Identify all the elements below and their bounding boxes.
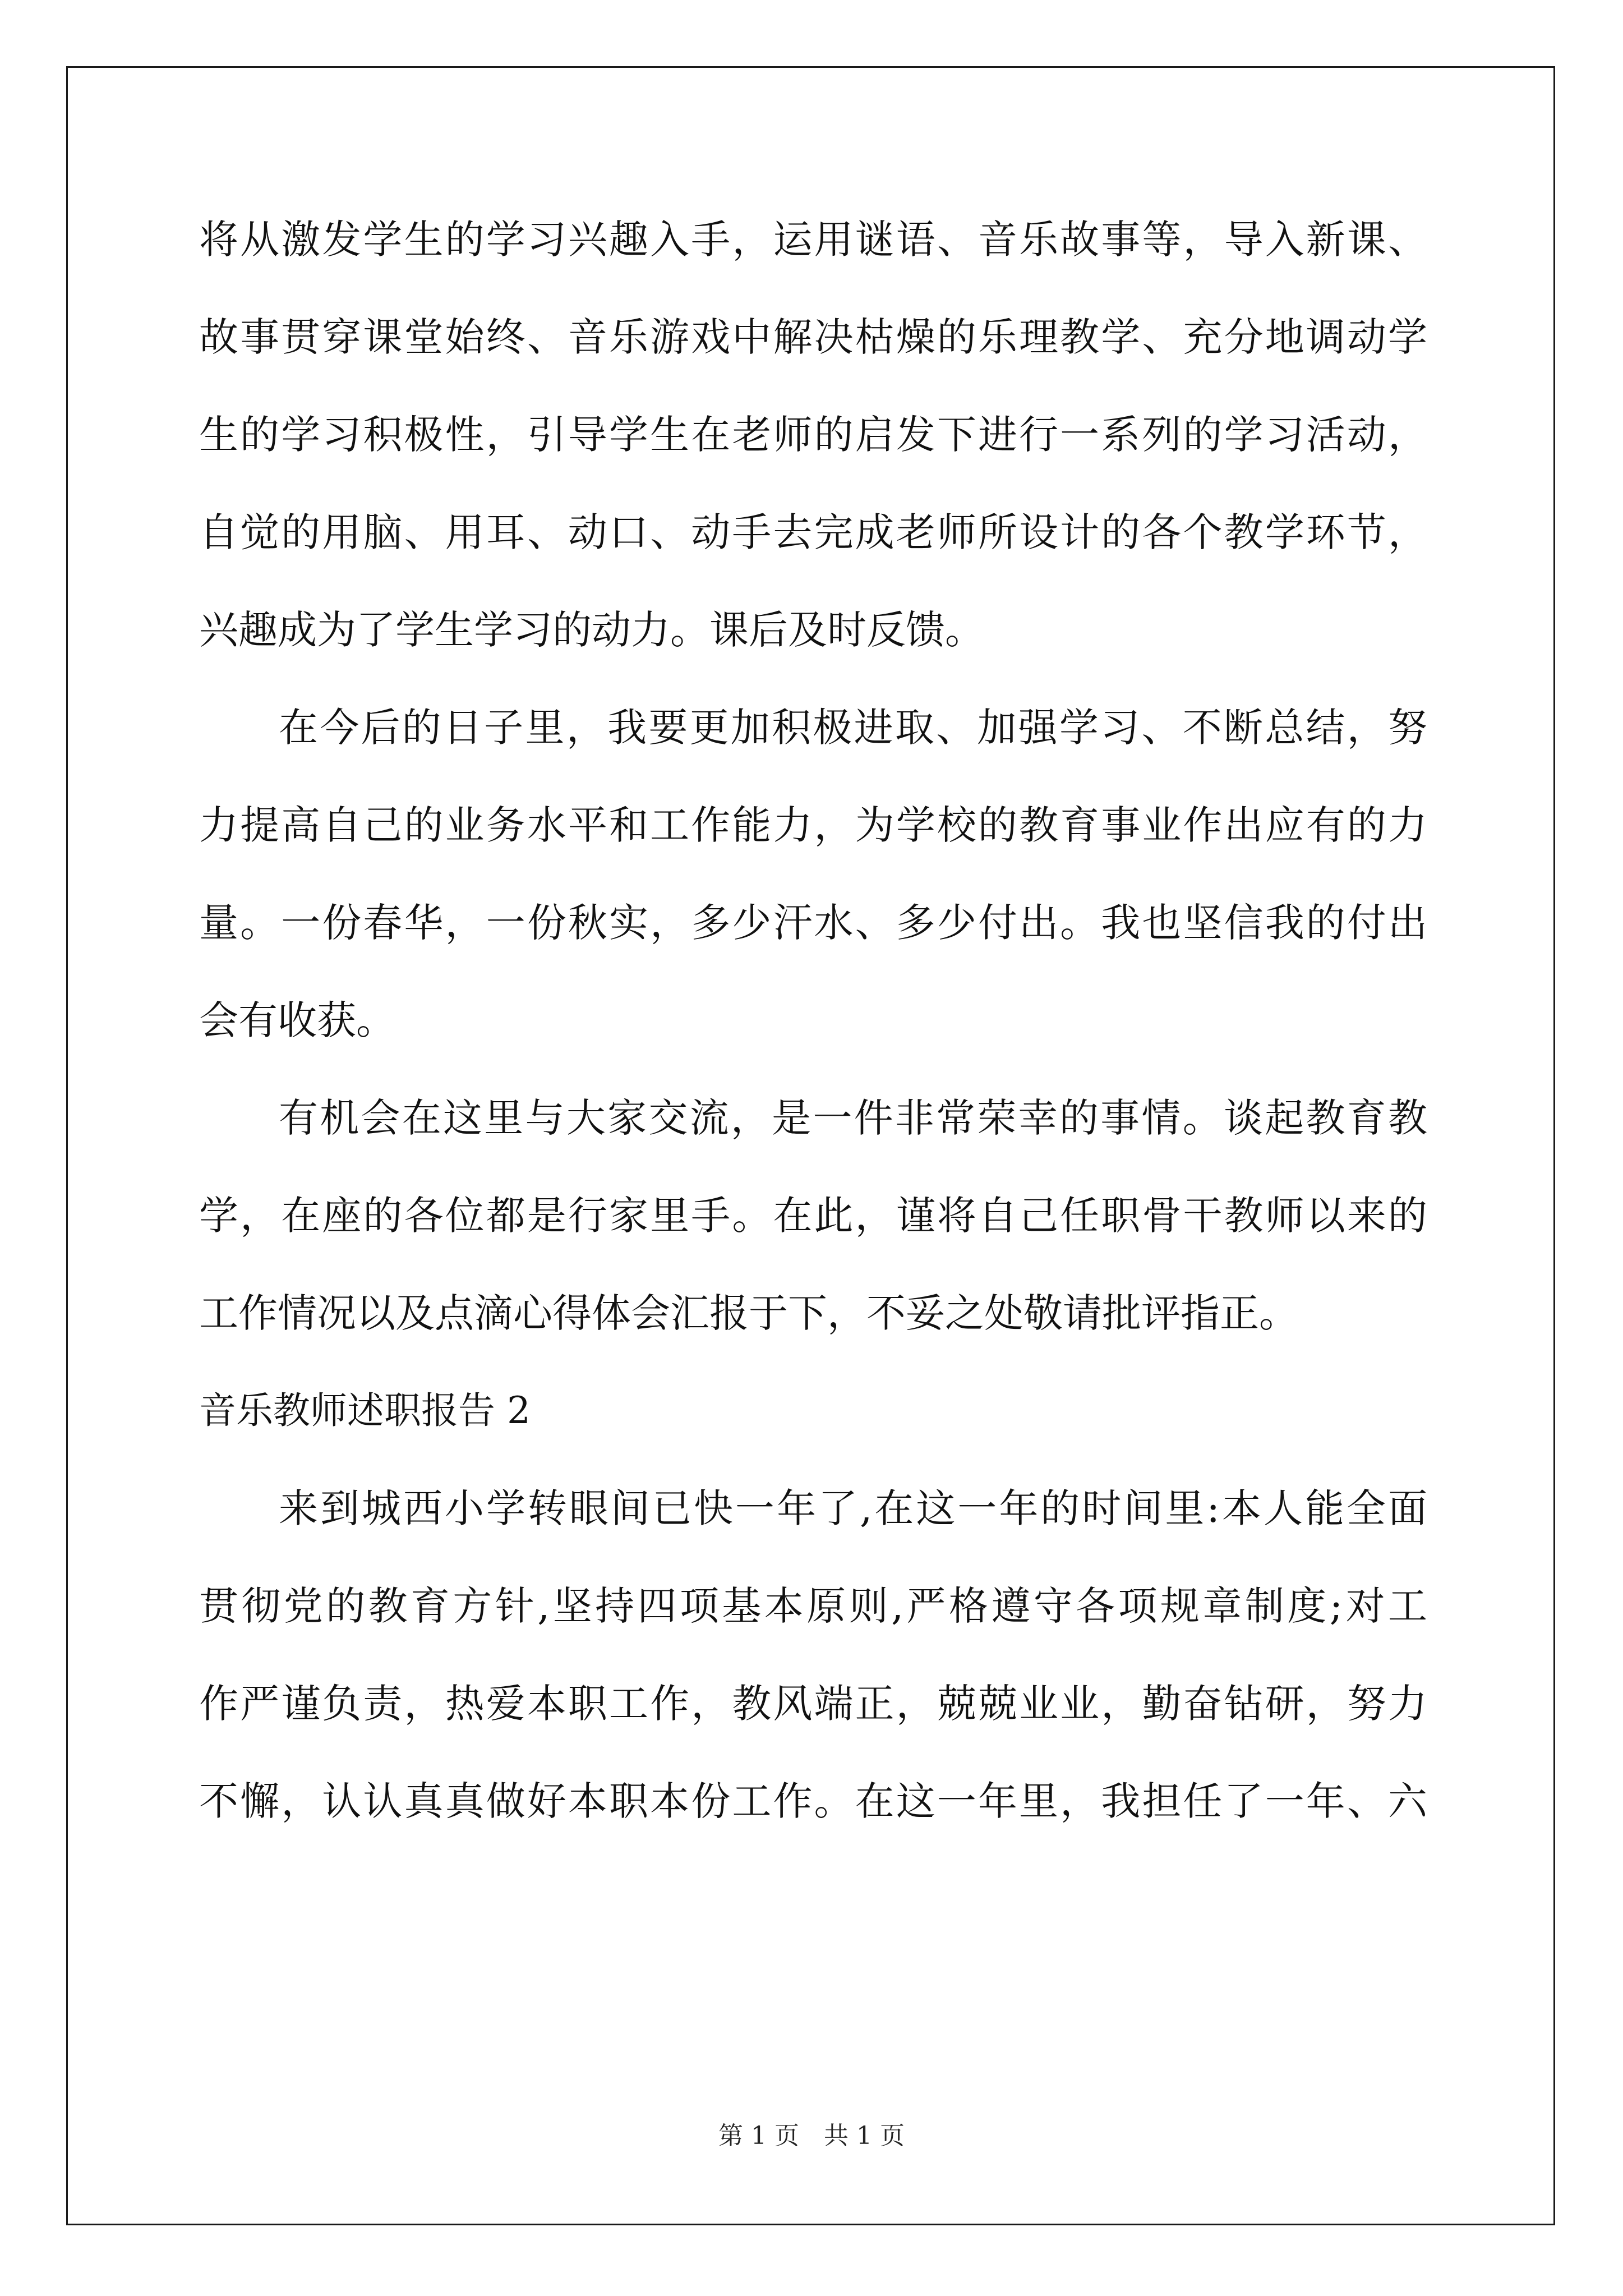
text-line: 作严谨负责，热爱本职工作，教风端正，兢兢业业，勤奋钻研，努力 xyxy=(199,1681,1427,1727)
text-line: 故事贯穿课堂始终、音乐游戏中解决枯燥的乐理教学、充分地调动学 xyxy=(199,314,1427,360)
text-line: 兴趣成为了学生学习的动力。课后及时反馈。 xyxy=(199,607,984,653)
page-number-footer: 第 1 页 共 1 页 xyxy=(718,2122,905,2150)
text-line: 会有收获。 xyxy=(199,997,395,1043)
paragraph-first-line: 来到城西小学转眼间已快一年了,在这一年的时间里:本人能全面 xyxy=(279,1485,1427,1531)
text-line: 自觉的用脑、用耳、动口、动手去完成老师所设计的各个教学环节， xyxy=(199,509,1427,555)
text-line: 学，在座的各位都是行家里手。在此，谨将自己任职骨干教师以来的 xyxy=(199,1193,1427,1239)
text-line: 不懈，认认真真做好本职本份工作。在这一年里，我担任了一年、六 xyxy=(199,1778,1427,1824)
text-line: 力提高自己的业务水平和工作能力，为学校的教育事业作出应有的力 xyxy=(199,802,1427,848)
text-line: 量。一份春华，一份秋实，多少汗水、多少付出。我也坚信我的付出 xyxy=(199,900,1427,946)
text-line: 将从激发学生的学习兴趣入手，运用谜语、音乐故事等，导入新课、 xyxy=(199,217,1427,263)
text-line: 工作情况以及点滴心得体会汇报于下，不妥之处敬请批评指正。 xyxy=(199,1290,1298,1336)
paragraph-first-line: 有机会在这里与大家交流，是一件非常荣幸的事情。谈起教育教 xyxy=(279,1095,1427,1141)
section-heading: 音乐教师述职报告 2 xyxy=(199,1389,531,1432)
paragraph-first-line: 在今后的日子里，我要更加积极进取、加强学习、不断总结，努 xyxy=(279,705,1427,751)
text-line: 贯彻党的教育方针,坚持四项基本原则,严格遵守各项规章制度;对工 xyxy=(199,1583,1427,1629)
text-line: 生的学习积极性，引导学生在老师的启发下进行一系列的学习活动， xyxy=(199,412,1427,458)
